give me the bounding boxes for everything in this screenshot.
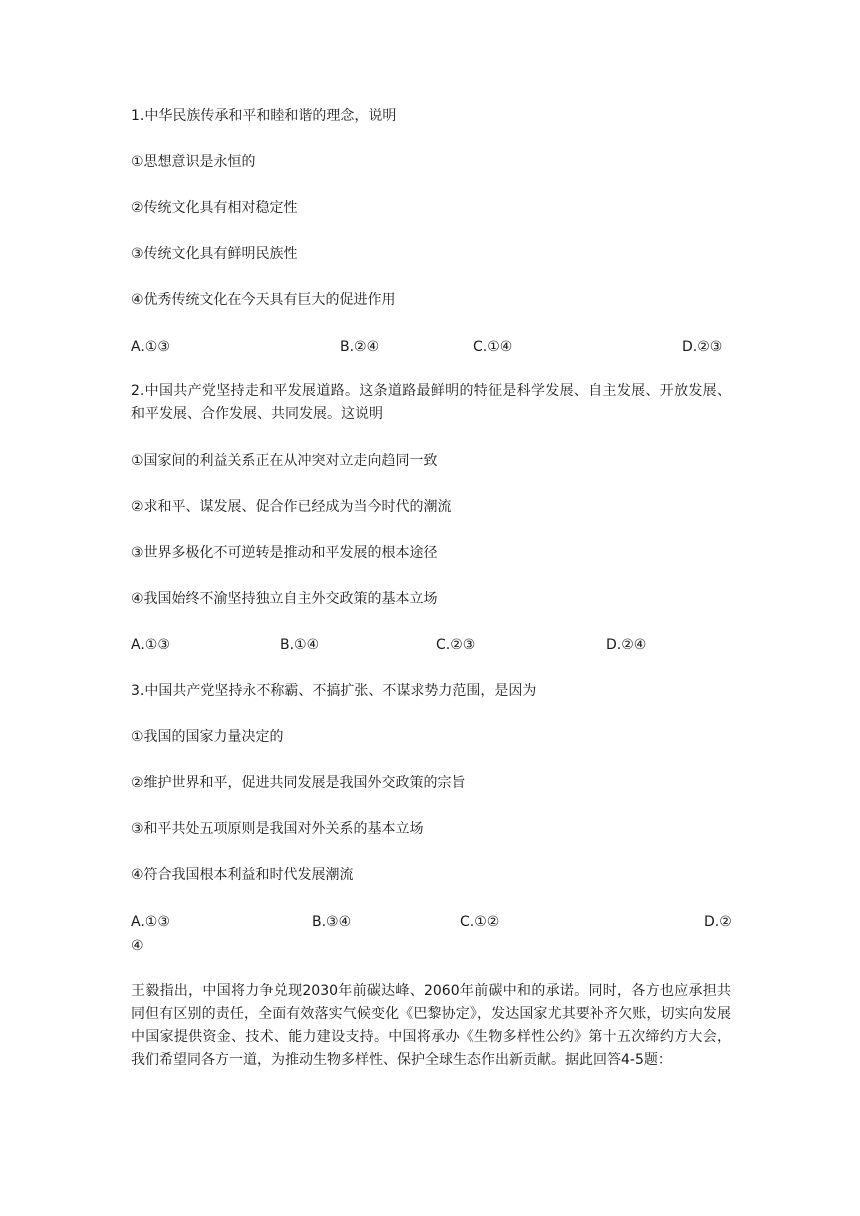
question-3-stem: 3.中国共产党坚持永不称霸、不搞扩张、不谋求势力范围，是因为: [131, 683, 537, 699]
question-1-option-d: D.②③: [682, 339, 723, 355]
question-2-item-1: ①国家间的利益关系正在从冲突对立走向趋同一致: [131, 453, 438, 469]
question-2-option-a: A.①③: [131, 637, 170, 653]
question-1-item-3: ③传统文化具有鲜明民族性: [131, 246, 298, 262]
question-3-option-b: B.③④: [312, 914, 352, 930]
question-2-option-d: D.②④: [606, 637, 647, 653]
question-1-option-b: B.②④: [340, 339, 380, 355]
question-2-item-4: ④我国始终不渝坚持独立自主外交政策的基本立场: [131, 591, 438, 607]
question-3-option-d-continued: ④: [131, 938, 144, 954]
question-1-item-2: ②传统文化具有相对稳定性: [131, 200, 298, 216]
question-1-stem: 1.中华民族传承和平和睦和谐的理念，说明: [131, 108, 397, 124]
question-3-option-a: A.①③: [131, 914, 170, 930]
question-2-item-2: ②求和平、谋发展、促合作已经成为当今时代的潮流: [131, 499, 452, 515]
question-2-option-b: B.①④: [280, 637, 320, 653]
question-3-item-1: ①我国的国家力量决定的: [131, 729, 284, 745]
question-1-option-a: A.①③: [131, 339, 170, 355]
question-1-item-4: ④优秀传统文化在今天具有巨大的促进作用: [131, 292, 396, 308]
question-2-stem: 2.中国共产党坚持走和平发展道路。这条道路最鲜明的特征是科学发展、自主发展、开放发展、和平发展、合作发展、共同发展。这说明: [131, 383, 731, 422]
question-3-item-4: ④符合我国根本利益和时代发展潮流: [131, 867, 354, 883]
question-3-item-3: ③和平共处五项原则是我国对外关系的基本立场: [131, 821, 424, 837]
question-3-option-c: C.①②: [460, 914, 500, 930]
question-2-option-c: C.②③: [436, 637, 476, 653]
question-3-item-2: ②维护世界和平，促进共同发展是我国外交政策的宗旨: [131, 775, 466, 791]
question-1-item-1: ①思想意识是永恒的: [131, 154, 256, 170]
question-3-option-d: D.②: [704, 914, 732, 930]
reading-passage: 王毅指出，中国将力争兑现2030年前碳达峰、2060年前碳中和的承诺。同时，各方也应承担共同但有区别的责任，全面有效落实气候变化《巴黎协定》，发达国家尤其要补齐欠账，切实向发展中国家提供资金、技术、能力建设支持。中国将承办《生物多样性公约》第十五次缔约方大会，我们希望同各方一道，为推动生物多样性、保护全球生态作出新贡献。据此回答4-5题：: [131, 983, 731, 1068]
question-2-item-3: ③世界多极化不可逆转是推动和平发展的根本途径: [131, 545, 438, 561]
question-1-option-c: C.①④: [473, 339, 513, 355]
